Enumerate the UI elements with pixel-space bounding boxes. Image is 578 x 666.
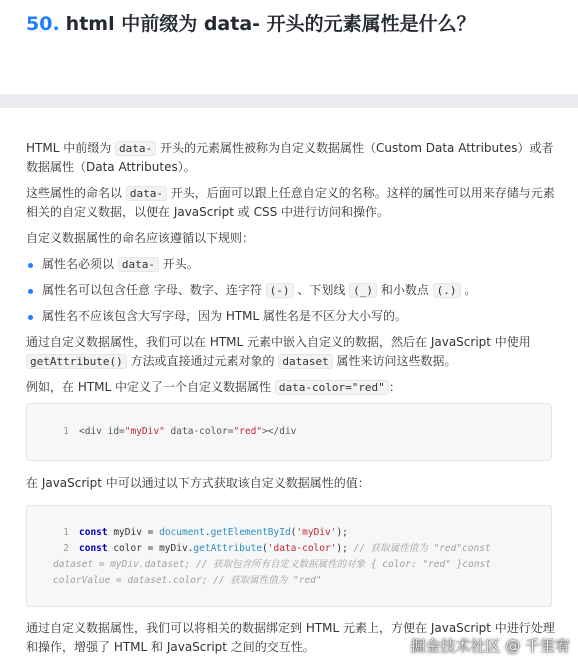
list-item	[26, 255, 556, 274]
code-token: <div id=	[79, 426, 125, 437]
code-token: data-color=	[164, 426, 234, 437]
paragraph-conclusion: 通过自定义数据属性，我们可以将相关的数据绑定到 HTML 元素上，方便在 JavaScript 中进行处理和操作，增强了 HTML 和 JavaScript 之间的交互性。	[26, 621, 555, 654]
line-number: 1	[63, 527, 69, 538]
code-token: );	[336, 527, 348, 538]
code-line	[53, 525, 539, 541]
code-line	[53, 541, 539, 557]
bullet-icon	[28, 315, 33, 320]
question-number: 50.	[26, 13, 60, 35]
code-token: color = myDiv.	[107, 543, 194, 554]
text-span: 开头，后面可以跟上任意自定义的名称。这样的属性可以用来存储与元素相关的自定义数据，以便在 JavaScript 或 CSS 中进行访问和操作。	[26, 186, 555, 219]
question-text: html 中前缀为 data- 开头的元素属性是什么？	[65, 13, 476, 35]
inline-code: data-	[115, 141, 156, 156]
inline-code: dataset	[278, 354, 332, 369]
code-string: "red"	[233, 426, 263, 437]
inline-code: getAttribute()	[26, 354, 127, 369]
text-span: 属性来访问这些数据。	[332, 354, 457, 368]
text-span: 属性名不应该包含大写字母，因为 HTML 属性名是不区分大小写的。	[42, 309, 408, 323]
html-code-block	[26, 403, 552, 461]
text-span: ：	[388, 380, 401, 394]
paragraph-naming	[26, 184, 556, 222]
code-function: getAttribute	[193, 543, 263, 554]
code-keyword: const	[79, 527, 108, 538]
code-keyword: const	[79, 543, 108, 554]
code-token: .	[204, 527, 211, 538]
code-token: ></div	[262, 426, 297, 437]
text-span: 属性名必须以	[42, 257, 118, 271]
paragraph-rules-intro: 自定义数据属性的命名应该遵循以下规则：	[26, 231, 255, 245]
answer-body	[26, 108, 556, 397]
code-comment: // 获取属性值为 "red"const	[353, 543, 491, 554]
code-function: getElementById	[210, 527, 291, 538]
watermark: 掘金技术社区 @ 千里宥	[410, 637, 570, 655]
text-span: 方法或直接通过元素对象的	[126, 354, 279, 368]
code-line-wrapped: dataset = myDiv.dataset; // 获取包含所有自定义数据属性的对象 { color: "red" }const	[53, 559, 491, 570]
text-span: 例如，在 HTML 中定义了一个自定义数据属性	[26, 380, 275, 394]
inline-code: (-)	[266, 283, 294, 298]
paragraph-example	[26, 378, 556, 397]
inline-code: data-color="red"	[275, 380, 389, 395]
paragraph-intro	[26, 139, 556, 177]
code-token: (	[262, 543, 268, 554]
text-span: 属性名可以包含任意 字母、数字、连字符	[42, 283, 266, 297]
list-item	[26, 281, 556, 300]
text-span: 、下划线	[293, 283, 350, 297]
rules-list	[26, 255, 556, 326]
code-token: (	[290, 527, 297, 538]
title-area	[0, 0, 578, 94]
bullet-icon	[28, 263, 33, 268]
inline-code: data-	[126, 186, 167, 201]
code-string: 'data-color'	[267, 543, 337, 554]
line-number: 2	[63, 543, 69, 554]
question-title	[26, 9, 476, 36]
text-span: 开头的元素属性被称为自定义数据属性（Custom Data Attributes）或者数据属性（Data Attributes）。	[26, 141, 554, 174]
paragraph-js-intro: 在 JavaScript 中可以通过以下方式获取该自定义数据属性的值：	[26, 476, 370, 490]
line-number: 1	[63, 426, 69, 437]
bullet-icon	[28, 289, 33, 294]
js-code-block	[26, 505, 552, 607]
text-span: 和小数点	[377, 283, 433, 297]
inline-code: (.)	[433, 283, 461, 298]
paragraph-access	[26, 333, 556, 371]
code-string: "myDiv"	[124, 426, 165, 437]
section-divider	[0, 94, 578, 108]
code-token: myDiv =	[107, 527, 160, 538]
code-line	[53, 424, 551, 440]
text-span: 这些属性的命名以	[26, 186, 126, 200]
list-item	[26, 307, 556, 326]
inline-code: data-	[118, 257, 159, 272]
code-string: 'myDiv'	[296, 527, 337, 538]
text-span: 通过自定义数据属性，我们可以在 HTML 元素中嵌入自定义的数据，然后在 JavaScript 中使用	[26, 335, 531, 349]
text-span: 开头。	[158, 257, 199, 271]
code-function: document	[159, 527, 205, 538]
code-token: );	[336, 543, 354, 554]
text-span: 。	[460, 283, 477, 297]
text-span: HTML 中前缀为	[26, 141, 116, 155]
code-line-wrapped: colorValue = dataset.color; // 获取属性值为 "red"	[53, 575, 322, 586]
inline-code: (_)	[349, 283, 377, 298]
